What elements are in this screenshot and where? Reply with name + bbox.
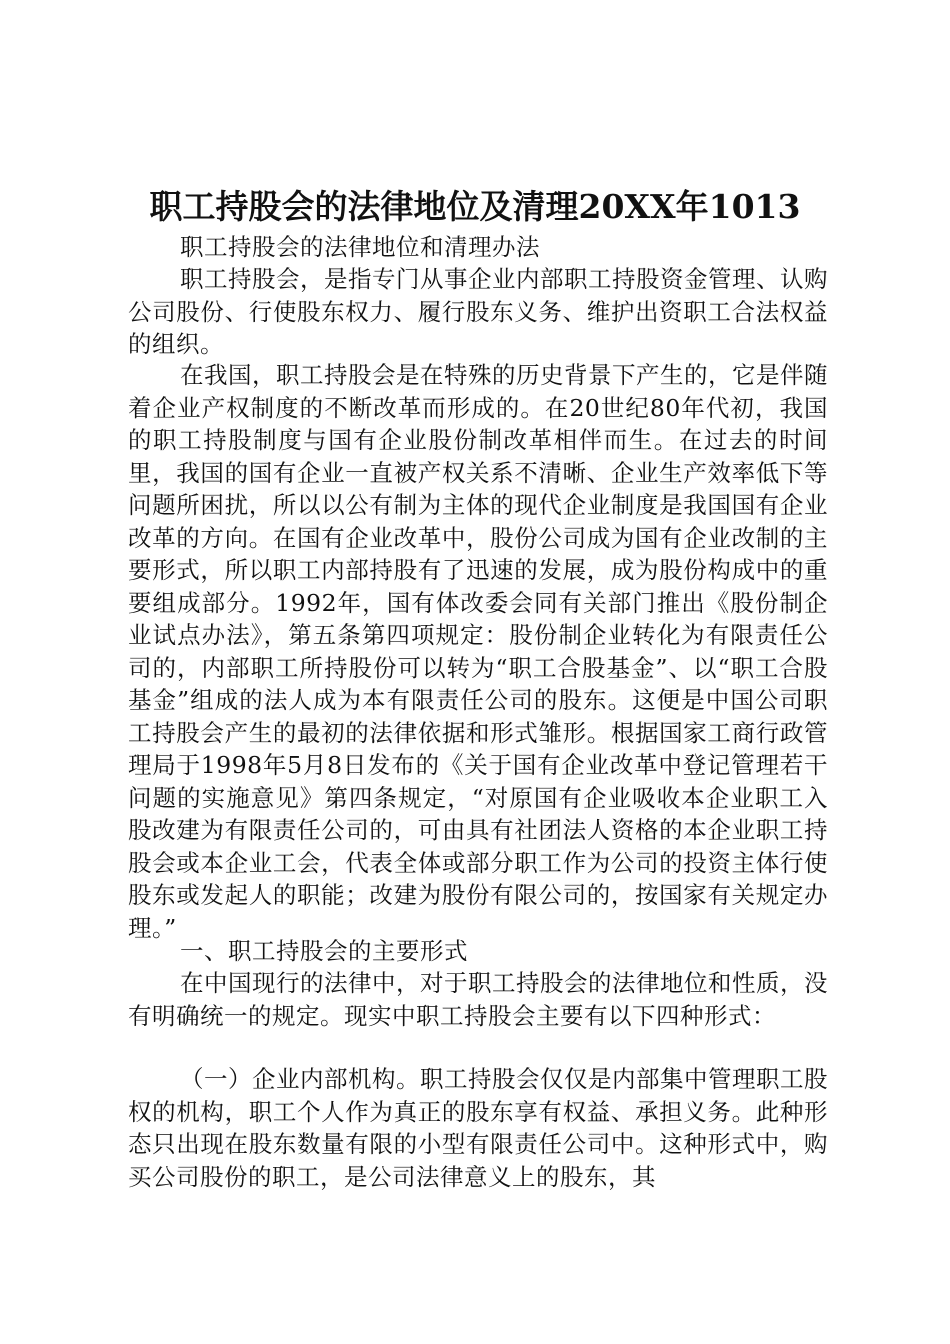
- subtitle-text: 职工持股会的法律地位和清理办法: [180, 233, 540, 261]
- paragraph-3-text: 在中国现行的法律中，对于职工持股会的法律地位和性质，没有明确统一的规定。现实中职工持股会主要有以下四种形式：: [128, 969, 828, 1030]
- paragraph-2: [128, 359, 828, 944]
- document-title: 职工持股会的法律地位及清理20XX年1013: [149, 187, 801, 226]
- paragraph-3: [128, 967, 828, 1032]
- paragraph-4: [128, 1063, 828, 1193]
- paragraph-4-text: （一）企业内部机构。职工持股会仅仅是内部集中管理职工股权的机构，职工个人作为真正的股东享有权益、承担义务。此种形态只出现在股东数量有限的小型有限责任公司中。这种形式中，购买公司股份的职工，是公司法律意义上的股东，其: [128, 1065, 828, 1191]
- section-heading-1-text: 一、职工持股会的主要形式: [180, 937, 468, 965]
- paragraph-1-text: 职工持股会，是指专门从事企业内部职工持股资金管理、认购公司股份、行使股东权力、履行股东义务、维护出资职工合法权益的组织。: [128, 265, 828, 358]
- section-heading-1: [128, 935, 828, 968]
- document-subtitle: [128, 231, 828, 264]
- paragraph-1: [128, 263, 828, 361]
- paragraph-2-text: 在我国，职工持股会是在特殊的历史背景下产生的，它是伴随着企业产权制度的不断改革而形成的。在20世纪80年代初，我国的职工持股制度与国有企业股份制改革相伴而生。在过去的时间里，我国的国有企业一直被产权关系不清晰、企业生产效率低下等问题所困扰，所以以公有制为主体的现代企业制度是我国国有企业改革的方向。在国有企业改革中，股份公司成为国有企业改制的主要形式，所以职工内部持股有了迅速的发展，成为股份构成中的重要组成部分。1992年，国有体改委会同有关部门推出《股份制企业试点办法》，第五条第四项规定：股份制企业转化为有限责任公司的，内部职工所持股份可以转为“职工合股基金”、以“职工合股基金”组成的法人成为本有限责任公司的股东。这便是中国公司职工持股会产生的最初的法律依据和形式雏形。根据国家工商行政管理局于1998年5月8日发布的《关于国有企业改革中登记管理若干问题的实施意见》第四条规定，“对原国有企业吸收本企业职工入股改建为有限责任公司的，可由具有社团法人资格的本企业职工持股会或本企业工会，代表全体或部分职工作为公司的投资主体行使股东或发起人的职能；改建为股份有限公司的，按国家有关规定办理。”: [128, 361, 828, 942]
